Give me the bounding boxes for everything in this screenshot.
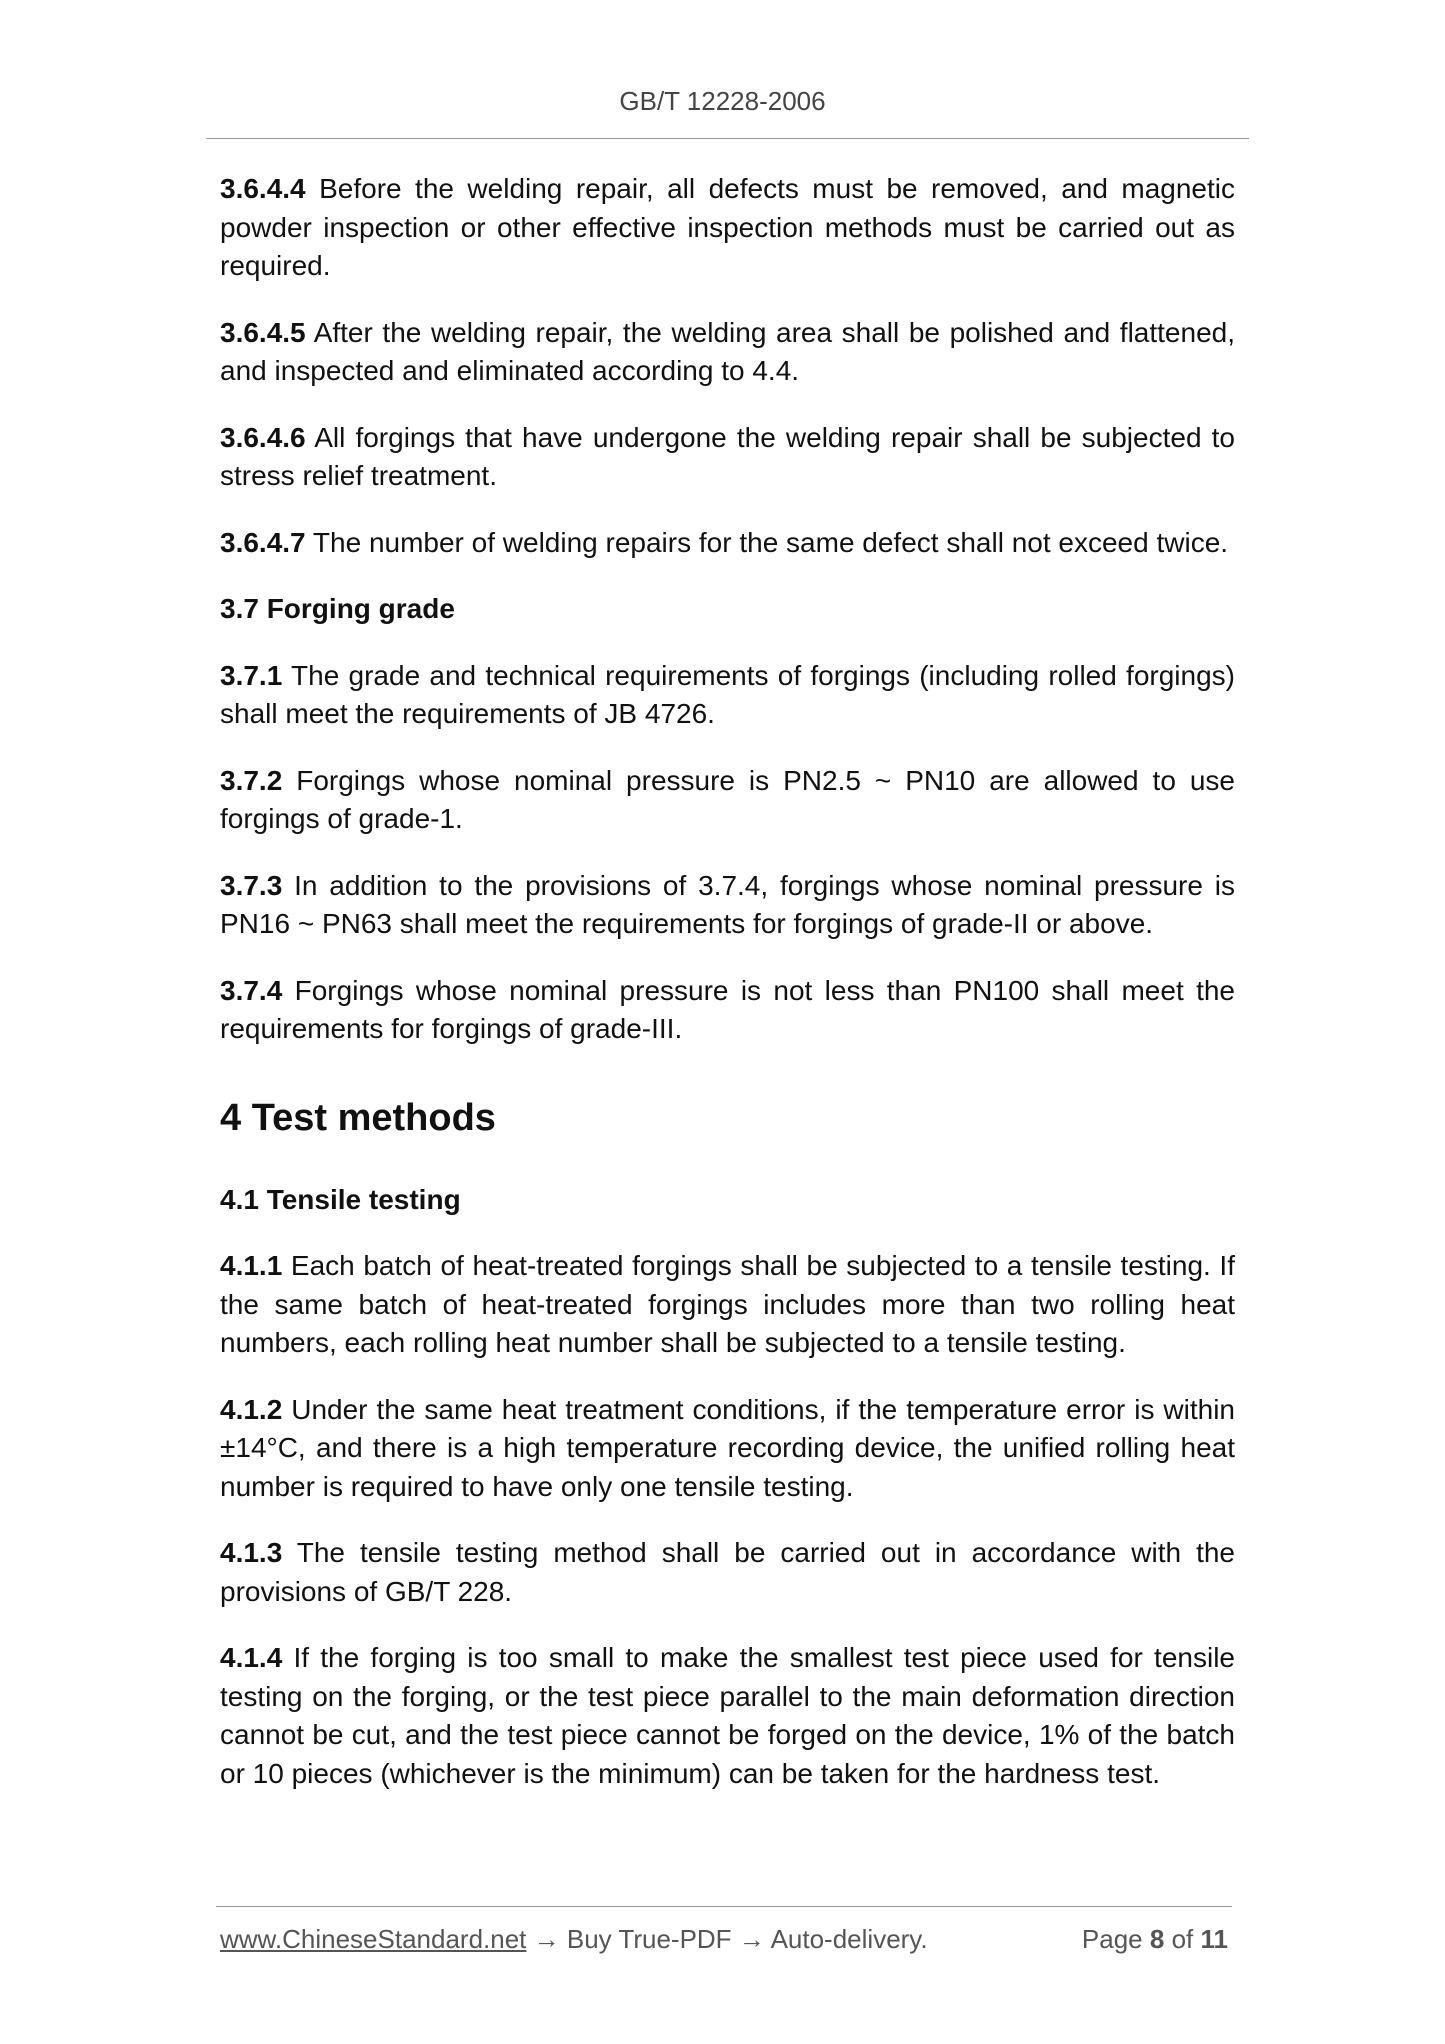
clause-text: After the welding repair, the welding area shall be polished and flattened, and inspected and eliminated according to 4.4.	[220, 316, 1235, 386]
page-current: 8	[1149, 1924, 1165, 1954]
page-word: Page	[1081, 1924, 1143, 1954]
clause-4-1-3	[220, 1534, 1235, 1611]
clause-text: Forgings whose nominal pressure is not less than PN100 shall meet the requirements for forgings of grade-III.	[220, 974, 1235, 1044]
clause-4-1-2	[220, 1391, 1235, 1507]
heading-4-1: 4.1 Tensile testing	[220, 1183, 461, 1215]
clause-number: 4.1.3	[220, 1537, 283, 1568]
footer-left	[220, 1924, 928, 1955]
page-total: 11	[1200, 1924, 1228, 1954]
clause-3-7-4	[220, 972, 1235, 1049]
page-header: GB/T 12228-2006	[619, 86, 826, 116]
section-4-title: 4 Test methods	[220, 1096, 496, 1139]
clause-3-7-3	[220, 867, 1235, 944]
site-link[interactable]: www.ChineseStandard.net	[220, 1924, 527, 1954]
clause-number: 3.7.2	[220, 764, 283, 796]
clause-text: The tensile testing method shall be carried out in accordance with the provisions of GB/T 228.	[220, 1537, 1235, 1607]
clause-3-7-2	[220, 762, 1235, 839]
clause-text: Each batch of heat-treated forgings shall be subjected to a tensile testing. If the same batch of heat-treated forgings includes more than two rolling heat numbers, each rolling heat number shall be subjected to a tensile testing.	[220, 1250, 1235, 1358]
clause-number: 3.7.1	[220, 659, 283, 691]
page-footer	[220, 1924, 1228, 1955]
clause-text: If the forging is too small to make the smallest test piece used for tensile testing on the forging, or the test piece parallel to the main deformation direction cannot be cut, and the test piece cannot be forged on the device, 1% of the batch or 10 pieces (whichever is the minimum) can be taken for the hardness test.	[220, 1642, 1235, 1789]
clause-3-6-4-6	[220, 419, 1235, 496]
clause-number: 3.7.4	[220, 974, 283, 1006]
clause-number: 4.1.1	[220, 1250, 283, 1281]
clause-number: 3.7.3	[220, 869, 283, 901]
clause-4-1-4	[220, 1639, 1235, 1793]
clause-text: Under the same heat treatment conditions, if the temperature error is within ±14°C, and there is a high temperature recording device, the unified rolling heat number is required to have only one tensile testing.	[220, 1393, 1235, 1502]
clause-number: 3.6.4.7	[220, 526, 306, 558]
clause-text: All forgings that have undergone the welding repair shall be subjected to stress relief treatment.	[220, 421, 1235, 491]
clause-text: The number of welding repairs for the same defect shall not exceed twice.	[305, 526, 1229, 558]
clause-number: 3.6.4.6	[220, 421, 306, 453]
clause-3-6-4-4	[220, 170, 1235, 286]
clause-number: 3.6.4.4	[220, 173, 306, 204]
clause-3-6-4-5	[220, 314, 1235, 391]
clause-text: Before the welding repair, all defects must be removed, and magnetic powder inspection or other effective inspection methods must be carried out as required.	[220, 173, 1235, 281]
promo-text: → Buy True-PDF → Auto-delivery.	[526, 1924, 928, 1954]
clause-number: 4.1.4	[220, 1642, 283, 1673]
of-word: of	[1171, 1924, 1194, 1954]
header-divider	[206, 138, 1249, 139]
clause-text: The grade and technical requirements of forgings (including rolled forgings) shall meet the requirements of JB 4726.	[220, 659, 1235, 729]
clause-number: 4.1.2	[220, 1393, 283, 1425]
clause-text: In addition to the provisions of 3.7.4, forgings whose nominal pressure is PN16 ~ PN63 shall meet the requirements for forgings of grade-II or above.	[220, 869, 1235, 939]
heading-3-7: 3.7 Forging grade	[220, 593, 455, 624]
clause-3-7-1	[220, 657, 1235, 734]
document-body	[220, 170, 1235, 1821]
clause-4-1-1	[220, 1247, 1235, 1363]
footer-divider	[216, 1906, 1232, 1907]
clause-3-6-4-7	[220, 524, 1235, 563]
clause-text: Forgings whose nominal pressure is PN2.5 ~ PN10 are allowed to use forgings of grade-1.	[220, 764, 1235, 834]
page-indicator	[1082, 1924, 1228, 1955]
clause-number: 3.6.4.5	[220, 316, 306, 348]
